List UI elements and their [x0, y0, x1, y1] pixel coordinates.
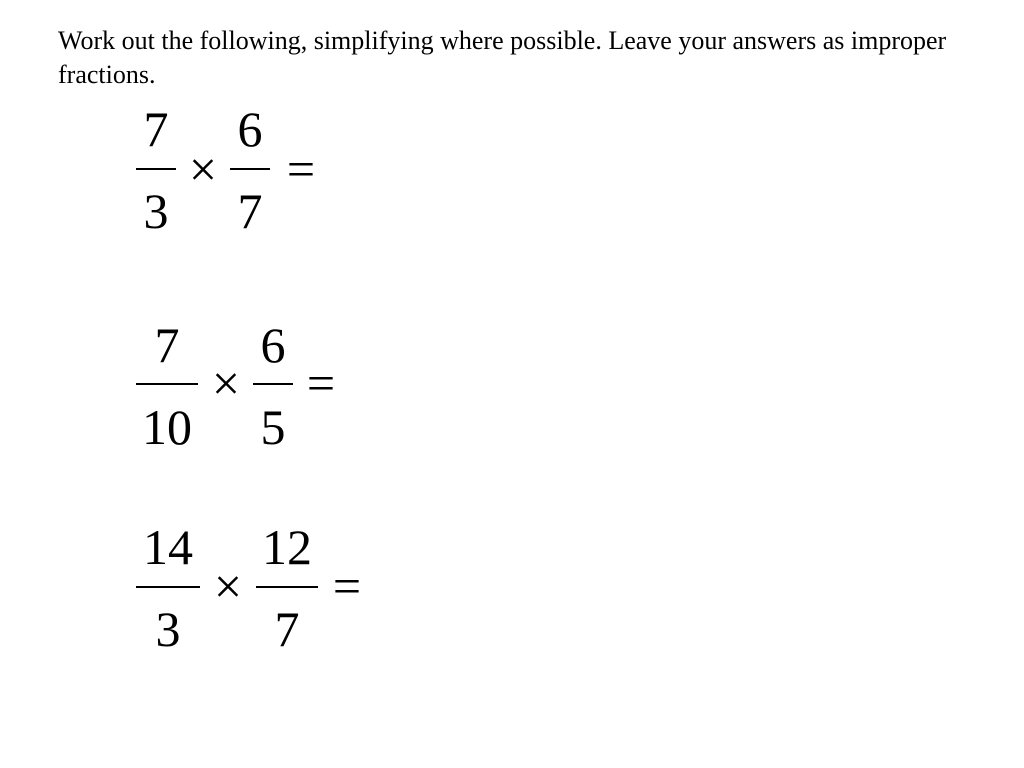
p3-times-sign: ×: [213, 558, 243, 614]
p1-right-fraction-bar: [230, 168, 270, 170]
p2-equals-sign: =: [306, 355, 336, 411]
p1-left-denominator: 3: [143, 183, 169, 239]
p1-times-sign: ×: [188, 141, 218, 197]
p2-times-sign: ×: [211, 355, 241, 411]
instructions-text: Work out the following, simplifying where possible. Leave your answers as improper fractions.: [58, 26, 947, 89]
p2-right-denominator: 5: [260, 399, 286, 455]
p3-left-fraction-bar: [136, 586, 200, 588]
p2-left-fraction-bar: [136, 383, 198, 385]
p3-right-denominator: 7: [274, 601, 300, 657]
p2-right-fraction-bar: [253, 383, 293, 385]
p1-left-fraction-bar: [136, 168, 176, 170]
p2-right-numerator: 6: [260, 317, 286, 373]
p1-right-numerator: 6: [237, 101, 263, 157]
p2-left-numerator: 7: [154, 317, 180, 373]
p3-right-fraction-bar: [256, 586, 318, 588]
p2-left-denominator: 10: [142, 399, 192, 455]
p3-right-numerator: 12: [262, 519, 312, 575]
p1-left-numerator: 7: [143, 101, 169, 157]
p3-left-denominator: 3: [155, 601, 181, 657]
p1-right-denominator: 7: [237, 183, 263, 239]
p1-equals-sign: =: [286, 141, 316, 197]
p3-equals-sign: =: [332, 558, 362, 614]
p3-left-numerator: 14: [143, 519, 193, 575]
